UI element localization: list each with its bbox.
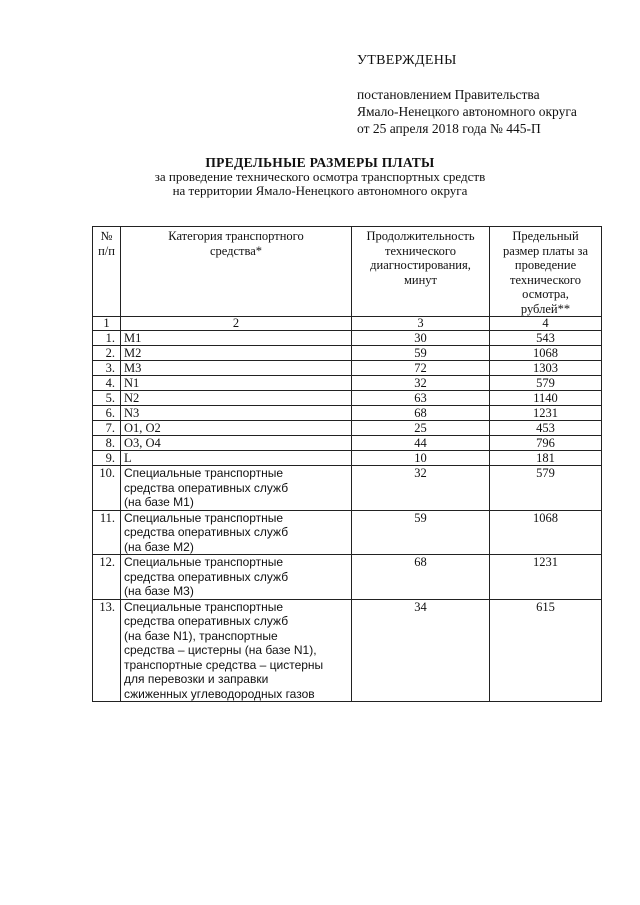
row-number-cell: 4. xyxy=(93,376,121,391)
category-line: транспортные средства – цистерны xyxy=(124,657,324,672)
table-row xyxy=(93,555,602,600)
approval-line-2: Ямало-Ненецкого автономного округа xyxy=(357,104,577,119)
table-row xyxy=(93,599,602,702)
row-number-cell: 9. xyxy=(93,451,121,466)
table-row xyxy=(93,421,602,436)
row-category-cell: N2 xyxy=(121,391,352,406)
table-row xyxy=(93,436,602,451)
table-row xyxy=(93,466,602,511)
category-line: для перевозки и заправки xyxy=(124,672,269,686)
row-number-cell: 13. xyxy=(93,599,121,702)
row-minutes-cell: 59 xyxy=(352,510,490,555)
table-row xyxy=(93,346,602,361)
row-number-cell: 1. xyxy=(93,331,121,346)
document-heading xyxy=(0,156,640,198)
table-row xyxy=(93,376,602,391)
header-duration: Продолжительность технического диагностирования, минут xyxy=(352,227,490,317)
category-line: Специальные транспортные xyxy=(124,466,284,480)
header-number xyxy=(93,227,121,317)
row-number-cell: 2. xyxy=(93,346,121,361)
row-fee-cell: 1231 xyxy=(490,555,602,600)
column-number-cell: 4 xyxy=(490,317,602,331)
row-fee-cell: 796 xyxy=(490,436,602,451)
category-line: средства – цистерны (на базе N1), xyxy=(124,643,317,657)
row-category-cell: M2 xyxy=(121,346,352,361)
row-category-cell: N1 xyxy=(121,376,352,391)
category-line: Специальные транспортные xyxy=(124,555,284,569)
row-category-cell xyxy=(121,555,352,600)
row-minutes-cell: 30 xyxy=(352,331,490,346)
row-minutes-cell: 32 xyxy=(352,466,490,511)
row-fee-cell: 579 xyxy=(490,376,602,391)
table-header-row xyxy=(93,227,602,317)
column-number-cell: 3 xyxy=(352,317,490,331)
row-category-cell xyxy=(121,466,352,511)
row-fee-cell: 543 xyxy=(490,331,602,346)
row-fee-cell: 1140 xyxy=(490,391,602,406)
category-line: средства оперативных служб xyxy=(124,480,289,495)
row-minutes-cell: 44 xyxy=(352,436,490,451)
header-number-abbr: п/п xyxy=(98,243,115,258)
category-line: Специальные транспортные xyxy=(124,599,284,614)
row-category-cell: M1 xyxy=(121,331,352,346)
row-category-cell xyxy=(121,599,352,702)
row-category-cell: N3 xyxy=(121,406,352,421)
header-category: Категория транспортного средства* xyxy=(121,227,352,317)
approval-line-1: постановлением Правительства xyxy=(357,87,540,102)
row-minutes-cell: 25 xyxy=(352,421,490,436)
row-fee-cell: 1068 xyxy=(490,510,602,555)
row-fee-cell: 181 xyxy=(490,451,602,466)
row-category-cell: M3 xyxy=(121,361,352,376)
row-number-cell: 11. xyxy=(93,510,121,555)
category-line: Специальные транспортные xyxy=(124,510,284,525)
row-fee-cell: 1231 xyxy=(490,406,602,421)
row-number-cell: 10. xyxy=(93,466,121,511)
approval-block xyxy=(357,52,577,137)
row-number-cell: 8. xyxy=(93,436,121,451)
document-subtitle-2: на территории Ямало-Ненецкого автономного округа xyxy=(172,183,468,198)
column-number-cell: 1 xyxy=(93,317,121,331)
table-row xyxy=(93,451,602,466)
category-line: (на базе M2) xyxy=(124,539,194,554)
category-line: (на базе M3) xyxy=(124,584,194,598)
column-number-cell: 2 xyxy=(121,317,352,331)
row-minutes-cell: 59 xyxy=(352,346,490,361)
table-row xyxy=(93,406,602,421)
header-number-sign: № xyxy=(100,229,113,243)
row-number-cell: 12. xyxy=(93,555,121,600)
row-number-cell: 5. xyxy=(93,391,121,406)
header-fee: Предельный размер платы за проведение технического осмотра, рублей** xyxy=(490,227,602,317)
row-fee-cell: 579 xyxy=(490,466,602,511)
approval-title: УТВЕРЖДЕНЫ xyxy=(357,53,457,68)
approval-line-3: от 25 апреля 2018 года № 445-П xyxy=(357,121,541,136)
row-fee-cell: 1068 xyxy=(490,346,602,361)
row-category-cell: O1, O2 xyxy=(121,421,352,436)
row-minutes-cell: 72 xyxy=(352,361,490,376)
row-category-cell: L xyxy=(121,451,352,466)
category-line: (на базе M1) xyxy=(124,495,194,509)
document-subtitle-1: за проведение технического осмотра транспортных средств xyxy=(154,169,486,184)
category-line: средства оперативных служб xyxy=(124,569,289,584)
table-row xyxy=(93,510,602,555)
row-minutes-cell: 63 xyxy=(352,391,490,406)
table-row xyxy=(93,361,602,376)
row-fee-cell: 453 xyxy=(490,421,602,436)
column-number-row xyxy=(93,317,602,331)
category-line: средства оперативных служб xyxy=(124,614,289,628)
row-fee-cell: 615 xyxy=(490,599,602,702)
row-fee-cell: 1303 xyxy=(490,361,602,376)
row-category-cell xyxy=(121,510,352,555)
row-minutes-cell: 10 xyxy=(352,451,490,466)
table-row xyxy=(93,391,602,406)
category-line: (на базе N1), транспортные xyxy=(124,628,278,643)
row-number-cell: 6. xyxy=(93,406,121,421)
row-category-cell: O3, O4 xyxy=(121,436,352,451)
row-minutes-cell: 68 xyxy=(352,406,490,421)
category-line: сжиженных углеводородных газов xyxy=(124,686,315,701)
row-number-cell: 3. xyxy=(93,361,121,376)
row-minutes-cell: 32 xyxy=(352,376,490,391)
document-title: ПРЕДЕЛЬНЫЕ РАЗМЕРЫ ПЛАТЫ xyxy=(205,155,435,170)
category-line: средства оперативных служб xyxy=(124,525,289,539)
row-number-cell: 7. xyxy=(93,421,121,436)
table-row xyxy=(93,331,602,346)
row-minutes-cell: 68 xyxy=(352,555,490,600)
row-minutes-cell: 34 xyxy=(352,599,490,702)
fee-table xyxy=(92,226,602,702)
